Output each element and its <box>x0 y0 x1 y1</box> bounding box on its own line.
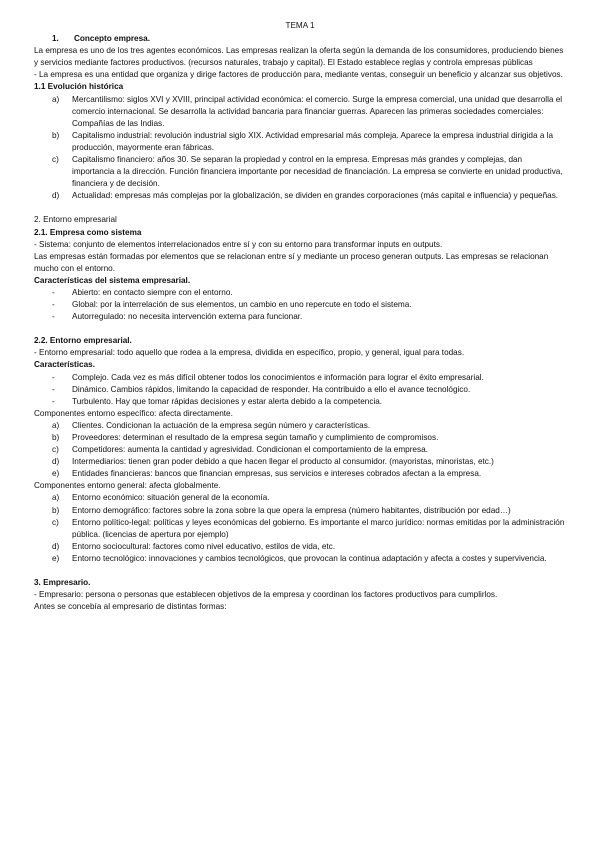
list-marker: b) <box>52 433 60 442</box>
section-3-heading: 3. Empresario. <box>34 578 91 588</box>
list-marker: c) <box>52 517 59 527</box>
list-marker: - <box>52 312 55 322</box>
spacer <box>34 202 566 214</box>
document-page <box>34 20 566 613</box>
list-item <box>34 432 566 444</box>
list-item <box>34 505 566 517</box>
list-item-text: Clientes. Condicionan la actuación de la empresa según número y características. <box>72 420 371 430</box>
list-item <box>34 154 566 190</box>
list-marker: d) <box>52 191 60 201</box>
list-marker: - <box>52 287 55 297</box>
environment-characteristics-list <box>34 372 566 408</box>
section-1-heading <box>34 33 566 45</box>
section-2-paragraph-2: Las empresas están formadas por elementos que se relacionan entre sí y mediante un proceso generan outputs. Las empresas se relacionan mucho con el entorno. <box>34 251 549 273</box>
section-2-heading: 2. Entorno empresarial <box>34 215 117 225</box>
list-marker: d) <box>52 541 60 551</box>
list-item-text: Capitalismo financiero: años 30. Se separan la propiedad y control en la empresa. Empresas más grandes y complejas, dan importancia a la dirección. Función financiera importante por necesidad de financiación. La empresa se convierte en unidad productiva, financiera y de decisión. <box>72 155 563 189</box>
list-item-text: Entorno tecnológico: innovaciones y cambios tecnológicos, que provocan la continua adaptación y afecta a costes y supervivencia. <box>72 553 547 563</box>
list-marker: b) <box>52 130 60 140</box>
subsection-1-1-heading: 1.1 Evolución histórica <box>34 82 124 92</box>
list-item-text: Entorno económico: situación general de la economía. <box>72 493 270 503</box>
list-item-text: Entorno político-legal: políticas y leyes económicas del gobierno. Es importante el marco jurídico: normas emitidas por la administración pública. (licencias de apertura por ejemplo) <box>72 517 565 539</box>
section-3-paragraph-2: Antes se concebía al empresario de distintas formas: <box>34 602 227 612</box>
list-item <box>34 420 566 432</box>
list-item-text: Mercantilismo: siglos XVI y XVIII, principal actividad económica: el comercio. Surge la empresa comercial, una unidad que desarrolla el comercio internacional. Se desarrolla la actividad bancaria para financiar guerras. Aparecen las primeras sociedades comerciales: Compañías de las Indias. <box>72 94 563 128</box>
section-2-paragraph-1: - Sistema: conjunto de elementos interrelacionados entre sí y con su entorno para transformar inputs en outputs. <box>34 239 443 249</box>
section-3-paragraph-1: - Empresario: persona o personas que establecen objetivos de la empresa y coordinan los factores productivos para cumplirlos. <box>34 590 498 600</box>
list-item-text: Entidades financieras: bancos que financian empresas, sus servicios e intereses cobrados afectan a la empresa. <box>72 469 482 479</box>
specific-environment-label: Componentes entorno específico: afecta directamente. <box>34 408 233 418</box>
subsection-2-1-heading: 2.1. Empresa como sistema <box>34 227 142 237</box>
list-marker: - <box>52 396 55 406</box>
list-item <box>34 372 566 384</box>
list-marker: a) <box>52 420 60 430</box>
subsection-2-2-heading: 2.2. Entorno empresarial. <box>34 336 132 346</box>
list-marker: a) <box>52 493 60 503</box>
list-marker: c) <box>52 155 59 165</box>
list-item <box>34 517 566 541</box>
section-1-paragraph-2: - La empresa es una entidad que organiza y dirige factores de producción para, mediante ventas, conseguir un beneficio y alcanzar sus objetivos. <box>34 70 563 80</box>
list-item <box>34 94 566 130</box>
list-item <box>34 553 566 565</box>
list-item-text: Competidores: aumenta la cantidad y agresividad. Condicionan el comportamiento de la empresa. <box>72 445 428 455</box>
list-item-text: Global: por la interrelación de sus elementos, un cambio en uno repercute en todo el sistema. <box>72 300 412 310</box>
list-item <box>34 396 566 408</box>
general-environment-label: Componentes entorno general: afecta globalmente. <box>34 481 221 491</box>
list-marker: b) <box>52 505 60 515</box>
list-item-text: Intermediarios: tienen gran poder debido a que hacen llegar el producto al consumidor. (mayoristas, minoristas, etc.) <box>72 457 494 467</box>
list-item-text: Autorregulado: no necesita intervención externa para funcionar. <box>72 312 303 322</box>
environment-characteristics-label: Características. <box>34 360 95 370</box>
list-marker: c) <box>52 445 59 455</box>
list-item <box>34 384 566 396</box>
spacer <box>34 323 566 335</box>
system-characteristics-label: Características del sistema empresarial. <box>34 275 191 285</box>
list-item <box>34 456 566 468</box>
list-item <box>34 444 566 456</box>
list-marker: e) <box>52 553 60 563</box>
list-item-text: Complejo. Cada vez es más difícil obtener todos los conocimientos e información para lograr el éxito empresarial. <box>72 372 484 382</box>
list-marker: - <box>52 384 55 394</box>
list-marker: d) <box>52 457 60 467</box>
document-title: TEMA 1 <box>285 21 315 30</box>
general-environment-list <box>34 492 566 565</box>
list-item-text: Capitalismo industrial: revolución industrial siglo XIX. Actividad empresarial más compleja. Aparece la empresa industrial dirigida a la producción, mayormente eran fábricas. <box>72 130 554 152</box>
list-item-text: Proveedores: determinan el resultado de la empresa según tamaño y cumplimiento de compromisos. <box>72 433 439 442</box>
list-item <box>34 190 566 202</box>
list-item <box>34 492 566 504</box>
section-1-title: Concepto empresa. <box>74 34 150 44</box>
list-marker: a) <box>52 94 60 104</box>
list-marker: - <box>52 372 55 382</box>
list-item <box>34 311 566 323</box>
list-marker: e) <box>52 469 60 479</box>
list-item <box>34 299 566 311</box>
list-item-text: Abierto: en contacto siempre con el entorno. <box>72 287 233 297</box>
list-item-text: Entorno demográfico: factores sobre la zona sobre la que opera la empresa (número habitantes, distribución por edad…) <box>72 505 511 515</box>
history-list <box>34 94 566 203</box>
list-item-text: Actualidad: empresas más complejas por la globalización, se dividen en grandes corporaciones (más capital e influencia) y pequeñas. <box>72 191 559 201</box>
list-item <box>34 468 566 480</box>
spacer <box>34 565 566 577</box>
list-item <box>34 130 566 154</box>
section-1-paragraph-1: La empresa es uno de los tres agentes económicos. Las empresas realizan la oferta según la demanda de los consumidores, produciendo bienes y servicios mediante factores productivos. (recursos naturales, trabajo y capital). El Estado establece reglas y controla empresas públicas <box>34 46 564 68</box>
system-characteristics-list <box>34 287 566 323</box>
list-marker: - <box>52 300 55 310</box>
list-item-text: Turbulento. Hay que tomar rápidas decisiones y estar alerta debido a la competencia. <box>72 396 383 406</box>
list-item <box>34 287 566 299</box>
specific-environment-list <box>34 420 566 480</box>
section-2-paragraph-3: - Entorno empresarial: todo aquello que rodea a la empresa, dividida en específico, propio, y general, igual para todas. <box>34 348 465 358</box>
section-1-number: 1. <box>52 34 59 44</box>
list-item <box>34 541 566 553</box>
list-item-text: Entorno sociocultural: factores como nivel educativo, estilos de vida, etc. <box>72 541 336 551</box>
list-item-text: Dinámico. Cambios rápidos, limitando la capacidad de responder. Ha contribuido a ello el avance tecnológico. <box>72 384 471 394</box>
